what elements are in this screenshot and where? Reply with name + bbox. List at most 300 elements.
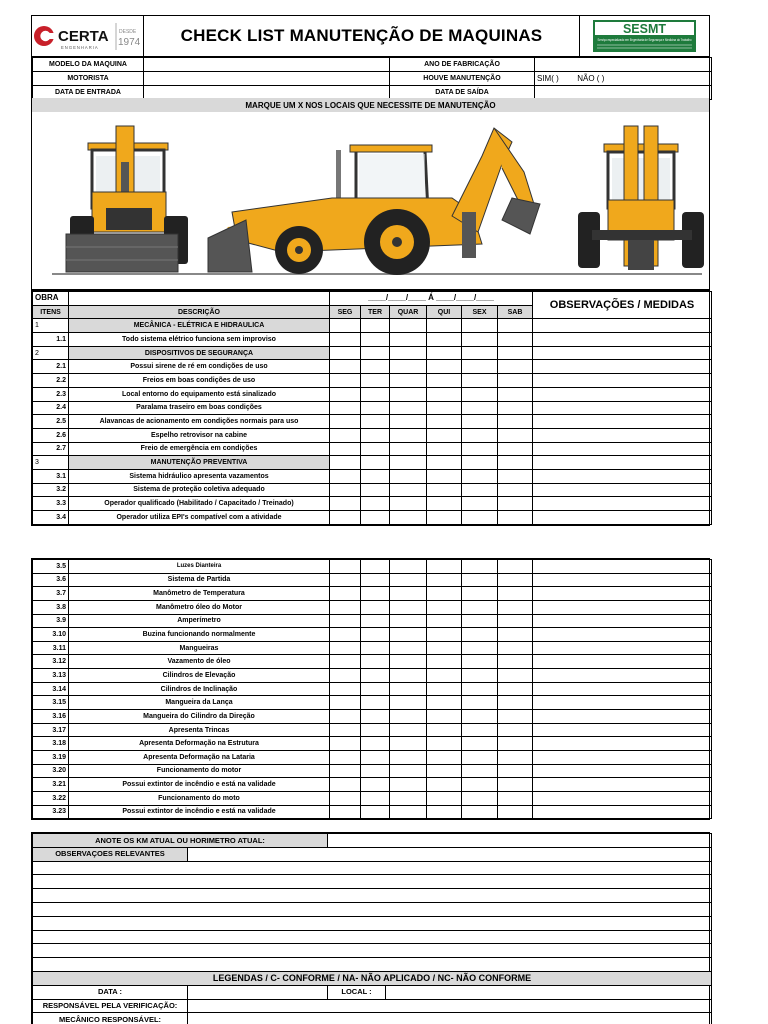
check-cell[interactable] — [427, 723, 462, 737]
check-cell[interactable] — [462, 560, 498, 574]
observation-cell[interactable] — [533, 333, 712, 347]
observation-cell[interactable] — [533, 415, 712, 429]
check-cell[interactable] — [361, 669, 390, 683]
observation-cell[interactable] — [533, 723, 712, 737]
check-cell[interactable] — [462, 778, 498, 792]
check-cell[interactable] — [498, 469, 533, 483]
check-cell[interactable] — [361, 587, 390, 601]
check-cell[interactable] — [462, 655, 498, 669]
ano-field[interactable] — [535, 58, 712, 72]
observation-cell[interactable] — [533, 805, 712, 819]
observation-cell[interactable] — [533, 511, 712, 525]
check-cell[interactable] — [390, 600, 427, 614]
check-cell[interactable] — [427, 791, 462, 805]
notes-line[interactable] — [33, 861, 712, 875]
check-cell[interactable] — [462, 401, 498, 415]
item-description: Todo sistema elétrico funciona sem improviso — [69, 333, 330, 347]
notes-line[interactable] — [33, 889, 712, 903]
check-cell[interactable] — [390, 415, 427, 429]
notes-line[interactable] — [33, 875, 712, 889]
check-cell[interactable] — [361, 573, 390, 587]
check-cell[interactable] — [462, 374, 498, 388]
check-cell[interactable] — [498, 587, 533, 601]
check-cell[interactable] — [330, 750, 361, 764]
check-cell[interactable] — [498, 750, 533, 764]
check-cell[interactable] — [462, 428, 498, 442]
check-cell[interactable] — [462, 723, 498, 737]
responsavel-field[interactable] — [188, 999, 712, 1013]
check-cell[interactable] — [462, 442, 498, 456]
notes-line[interactable] — [33, 916, 712, 930]
check-cell[interactable] — [330, 587, 361, 601]
rear-view-illustration[interactable] — [578, 126, 704, 270]
data-label: DATA : — [33, 985, 188, 999]
item-description: Apresenta Deformação na Lataria — [69, 750, 330, 764]
check-cell[interactable] — [390, 710, 427, 724]
check-cell[interactable] — [361, 469, 390, 483]
check-cell[interactable] — [330, 669, 361, 683]
check-cell[interactable] — [427, 805, 462, 819]
check-cell[interactable] — [361, 401, 390, 415]
observacoes-header: OBSERVAÇÕES / MEDIDAS — [533, 292, 712, 319]
check-cell[interactable] — [427, 401, 462, 415]
check-cell[interactable] — [427, 710, 462, 724]
check-cell[interactable] — [427, 641, 462, 655]
check-cell[interactable] — [427, 346, 462, 360]
check-cell[interactable] — [361, 511, 390, 525]
check-cell[interactable] — [462, 764, 498, 778]
check-cell[interactable] — [330, 333, 361, 347]
observation-cell[interactable] — [533, 641, 712, 655]
check-cell[interactable] — [462, 511, 498, 525]
check-cell[interactable] — [361, 723, 390, 737]
observation-cell[interactable] — [533, 401, 712, 415]
check-cell[interactable] — [462, 710, 498, 724]
check-cell[interactable] — [498, 764, 533, 778]
check-cell[interactable] — [462, 319, 498, 333]
check-cell[interactable] — [361, 497, 390, 511]
item-number: 3.16 — [33, 710, 69, 724]
check-cell[interactable] — [390, 655, 427, 669]
check-cell[interactable] — [361, 387, 390, 401]
observation-cell[interactable] — [533, 764, 712, 778]
check-cell[interactable] — [498, 319, 533, 333]
check-cell[interactable] — [330, 360, 361, 374]
item-description: Manômetro de Temperatura — [69, 587, 330, 601]
check-cell[interactable] — [427, 778, 462, 792]
sesmt-name: SESMT — [622, 22, 667, 36]
notes-line[interactable] — [33, 944, 712, 958]
observation-cell[interactable] — [533, 628, 712, 642]
check-cell[interactable] — [361, 641, 390, 655]
check-cell[interactable] — [427, 560, 462, 574]
check-cell[interactable] — [361, 614, 390, 628]
check-cell[interactable] — [361, 805, 390, 819]
check-cell[interactable] — [462, 614, 498, 628]
check-cell[interactable] — [390, 497, 427, 511]
item-number: 3.3 — [33, 497, 69, 511]
item-description: Operador utiliza EPI's compatível com a atividade — [69, 511, 330, 525]
observation-cell[interactable] — [533, 428, 712, 442]
check-cell[interactable] — [390, 764, 427, 778]
table-row — [33, 573, 712, 587]
check-cell[interactable] — [427, 387, 462, 401]
check-cell[interactable] — [390, 737, 427, 751]
observation-cell[interactable] — [533, 346, 712, 360]
check-cell[interactable] — [361, 456, 390, 470]
notes-line[interactable] — [33, 930, 712, 944]
check-cell[interactable] — [390, 387, 427, 401]
check-cell[interactable] — [462, 805, 498, 819]
check-cell[interactable] — [498, 415, 533, 429]
check-cell[interactable] — [330, 401, 361, 415]
front-view-illustration[interactable] — [66, 126, 188, 272]
motorista-field[interactable] — [144, 72, 390, 86]
check-cell[interactable] — [390, 791, 427, 805]
check-cell[interactable] — [390, 628, 427, 642]
observation-cell[interactable] — [533, 469, 712, 483]
observation-cell[interactable] — [533, 387, 712, 401]
check-cell[interactable] — [390, 456, 427, 470]
check-cell[interactable] — [498, 560, 533, 574]
check-cell[interactable] — [498, 614, 533, 628]
check-cell[interactable] — [462, 483, 498, 497]
check-cell[interactable] — [361, 778, 390, 792]
observation-cell[interactable] — [533, 696, 712, 710]
observation-cell[interactable] — [533, 374, 712, 388]
check-cell[interactable] — [498, 805, 533, 819]
observation-cell[interactable] — [533, 750, 712, 764]
check-cell[interactable] — [498, 778, 533, 792]
check-cell[interactable] — [390, 483, 427, 497]
check-cell[interactable] — [361, 319, 390, 333]
check-cell[interactable] — [330, 346, 361, 360]
table-row — [33, 805, 712, 819]
check-cell[interactable] — [330, 374, 361, 388]
check-cell[interactable] — [498, 655, 533, 669]
check-cell[interactable] — [390, 587, 427, 601]
observation-cell[interactable] — [533, 360, 712, 374]
logo-name: CERTA — [58, 28, 109, 45]
check-cell[interactable] — [498, 710, 533, 724]
logo-sub: ENGENHARIA — [61, 45, 99, 50]
check-cell[interactable] — [498, 641, 533, 655]
item-number: 2.4 — [33, 401, 69, 415]
check-cell[interactable] — [330, 497, 361, 511]
check-cell[interactable] — [330, 764, 361, 778]
item-number: 1.1 — [33, 333, 69, 347]
check-cell[interactable] — [330, 415, 361, 429]
observation-cell[interactable] — [533, 737, 712, 751]
nao-option[interactable]: NÃO ( ) — [577, 73, 605, 83]
check-cell[interactable] — [361, 415, 390, 429]
check-cell[interactable] — [427, 511, 462, 525]
section-row — [33, 319, 712, 333]
item-number: 2.3 — [33, 387, 69, 401]
check-cell[interactable] — [361, 750, 390, 764]
check-cell[interactable] — [330, 805, 361, 819]
check-cell[interactable] — [361, 333, 390, 347]
check-cell[interactable] — [462, 737, 498, 751]
observation-cell[interactable] — [533, 456, 712, 470]
houve-manutencao-field[interactable] — [535, 72, 712, 86]
check-cell[interactable] — [361, 791, 390, 805]
check-cell[interactable] — [427, 600, 462, 614]
check-cell[interactable] — [462, 360, 498, 374]
check-cell[interactable] — [330, 511, 361, 525]
check-cell[interactable] — [462, 456, 498, 470]
check-cell[interactable] — [462, 587, 498, 601]
observacoes-relevantes-label: OBSERVAÇOES RELEVANTES — [33, 847, 188, 861]
check-cell[interactable] — [498, 573, 533, 587]
check-cell[interactable] — [390, 346, 427, 360]
check-cell[interactable] — [330, 614, 361, 628]
item-description: Freio de emergência em condições — [69, 442, 330, 456]
check-cell[interactable] — [390, 442, 427, 456]
check-cell[interactable] — [330, 560, 361, 574]
notes-line[interactable] — [33, 958, 712, 972]
check-cell[interactable] — [390, 360, 427, 374]
check-cell[interactable] — [427, 374, 462, 388]
check-cell[interactable] — [390, 469, 427, 483]
item-description: Apresenta Deformação na Estrutura — [69, 737, 330, 751]
check-cell[interactable] — [427, 333, 462, 347]
check-cell[interactable] — [390, 614, 427, 628]
check-cell[interactable] — [361, 655, 390, 669]
check-cell[interactable] — [330, 641, 361, 655]
observation-cell[interactable] — [533, 319, 712, 333]
logo-since: DESDE — [119, 29, 137, 35]
check-cell[interactable] — [427, 696, 462, 710]
check-cell[interactable] — [330, 791, 361, 805]
check-cell[interactable] — [462, 682, 498, 696]
check-cell[interactable] — [427, 614, 462, 628]
check-cell[interactable] — [361, 737, 390, 751]
check-cell[interactable] — [427, 628, 462, 642]
check-cell[interactable] — [462, 750, 498, 764]
check-cell[interactable] — [427, 682, 462, 696]
check-cell[interactable] — [330, 428, 361, 442]
check-cell[interactable] — [390, 428, 427, 442]
check-cell[interactable] — [462, 415, 498, 429]
check-cell[interactable] — [498, 628, 533, 642]
check-cell[interactable] — [330, 469, 361, 483]
check-cell[interactable] — [330, 573, 361, 587]
check-cell[interactable] — [498, 791, 533, 805]
local-field[interactable] — [386, 985, 712, 999]
check-cell[interactable] — [427, 483, 462, 497]
data-field[interactable] — [188, 985, 328, 999]
check-cell[interactable] — [361, 600, 390, 614]
check-cell[interactable] — [498, 374, 533, 388]
item-number: 3.10 — [33, 628, 69, 642]
day-header: SEG — [330, 305, 361, 319]
observation-cell[interactable] — [533, 614, 712, 628]
check-cell[interactable] — [462, 469, 498, 483]
observation-cell[interactable] — [533, 587, 712, 601]
check-cell[interactable] — [498, 600, 533, 614]
check-cell[interactable] — [390, 669, 427, 683]
check-cell[interactable] — [361, 442, 390, 456]
observation-cell[interactable] — [533, 710, 712, 724]
check-cell[interactable] — [498, 456, 533, 470]
check-cell[interactable] — [462, 641, 498, 655]
check-cell[interactable] — [427, 428, 462, 442]
item-description: Apresenta Trincas — [69, 723, 330, 737]
check-cell[interactable] — [361, 360, 390, 374]
observation-cell[interactable] — [533, 600, 712, 614]
check-cell[interactable] — [427, 497, 462, 511]
check-cell[interactable] — [427, 469, 462, 483]
km-field[interactable] — [328, 834, 712, 848]
table-row — [33, 442, 712, 456]
check-cell[interactable] — [462, 497, 498, 511]
check-cell[interactable] — [427, 360, 462, 374]
check-cell[interactable] — [498, 360, 533, 374]
observation-cell[interactable] — [533, 669, 712, 683]
check-cell[interactable] — [498, 696, 533, 710]
table-row — [33, 600, 712, 614]
check-cell[interactable] — [330, 710, 361, 724]
check-cell[interactable] — [390, 511, 427, 525]
sim-option[interactable]: SIM( ) — [537, 73, 559, 83]
check-cell[interactable] — [390, 805, 427, 819]
check-cell[interactable] — [390, 696, 427, 710]
table-row — [33, 511, 712, 525]
check-cell[interactable] — [427, 442, 462, 456]
observation-cell[interactable] — [533, 778, 712, 792]
check-cell[interactable] — [462, 333, 498, 347]
check-cell[interactable] — [390, 682, 427, 696]
check-cell[interactable] — [427, 669, 462, 683]
check-cell[interactable] — [361, 346, 390, 360]
item-description: Sistema de Partida — [69, 573, 330, 587]
notes-line[interactable] — [33, 902, 712, 916]
check-cell[interactable] — [427, 750, 462, 764]
table-row — [33, 483, 712, 497]
check-cell[interactable] — [462, 791, 498, 805]
check-cell[interactable] — [330, 483, 361, 497]
check-cell[interactable] — [427, 737, 462, 751]
check-cell[interactable] — [427, 655, 462, 669]
check-cell[interactable] — [498, 511, 533, 525]
check-cell[interactable] — [498, 682, 533, 696]
mecanico-field[interactable] — [188, 1013, 712, 1024]
check-cell[interactable] — [427, 319, 462, 333]
table-row — [33, 669, 712, 683]
check-cell[interactable] — [390, 723, 427, 737]
check-cell[interactable] — [498, 669, 533, 683]
observacoes-relevantes-field[interactable] — [188, 847, 712, 861]
check-cell[interactable] — [427, 573, 462, 587]
observation-cell[interactable] — [533, 560, 712, 574]
check-cell[interactable] — [427, 456, 462, 470]
observation-cell[interactable] — [533, 655, 712, 669]
check-cell[interactable] — [498, 401, 533, 415]
check-cell[interactable] — [498, 737, 533, 751]
check-cell[interactable] — [427, 764, 462, 778]
check-cell[interactable] — [390, 778, 427, 792]
check-cell[interactable] — [498, 723, 533, 737]
check-cell[interactable] — [498, 497, 533, 511]
sesmt-sub: Serviço especializado em Engenharia de Segurança e Medicina do Trabalho — [597, 38, 692, 42]
check-cell[interactable] — [330, 696, 361, 710]
side-view-illustration[interactable] — [208, 128, 540, 275]
observation-cell[interactable] — [533, 442, 712, 456]
check-cell[interactable] — [361, 560, 390, 574]
check-cell[interactable] — [361, 483, 390, 497]
check-cell[interactable] — [390, 333, 427, 347]
check-cell[interactable] — [361, 696, 390, 710]
check-cell[interactable] — [462, 346, 498, 360]
check-cell[interactable] — [330, 682, 361, 696]
check-cell[interactable] — [427, 415, 462, 429]
observation-cell[interactable] — [533, 682, 712, 696]
check-cell[interactable] — [498, 483, 533, 497]
check-cell[interactable] — [390, 641, 427, 655]
check-cell[interactable] — [390, 319, 427, 333]
check-cell[interactable] — [330, 723, 361, 737]
observation-cell[interactable] — [533, 483, 712, 497]
table-row — [33, 764, 712, 778]
check-cell[interactable] — [361, 710, 390, 724]
check-cell[interactable] — [390, 750, 427, 764]
check-cell[interactable] — [361, 764, 390, 778]
check-cell[interactable] — [361, 428, 390, 442]
check-cell[interactable] — [462, 387, 498, 401]
check-cell[interactable] — [330, 737, 361, 751]
check-cell[interactable] — [462, 600, 498, 614]
obra-field[interactable] — [69, 292, 330, 306]
check-cell[interactable] — [390, 374, 427, 388]
check-cell[interactable] — [361, 628, 390, 642]
observation-cell[interactable] — [533, 791, 712, 805]
check-cell[interactable] — [330, 600, 361, 614]
observation-cell[interactable] — [533, 573, 712, 587]
period-field[interactable]: ____/____/____ Á ____/____/____ — [330, 292, 533, 306]
check-cell[interactable] — [361, 682, 390, 696]
item-description: Possui extintor de incêndio e está na validade — [69, 778, 330, 792]
check-cell[interactable] — [462, 628, 498, 642]
check-cell[interactable] — [330, 655, 361, 669]
table-row — [33, 469, 712, 483]
item-number: 3.2 — [33, 483, 69, 497]
check-cell[interactable] — [390, 573, 427, 587]
check-cell[interactable] — [462, 573, 498, 587]
check-cell[interactable] — [462, 669, 498, 683]
check-cell[interactable] — [427, 587, 462, 601]
check-cell[interactable] — [361, 374, 390, 388]
check-cell[interactable] — [330, 387, 361, 401]
item-number: 3.11 — [33, 641, 69, 655]
modelo-field[interactable] — [144, 58, 390, 72]
check-cell[interactable] — [498, 333, 533, 347]
check-cell[interactable] — [390, 560, 427, 574]
check-cell[interactable] — [330, 319, 361, 333]
check-cell[interactable] — [330, 456, 361, 470]
observation-cell[interactable] — [533, 497, 712, 511]
check-cell[interactable] — [390, 401, 427, 415]
table-row — [33, 710, 712, 724]
check-cell[interactable] — [498, 346, 533, 360]
check-cell[interactable] — [330, 628, 361, 642]
check-cell[interactable] — [462, 696, 498, 710]
check-cell[interactable] — [330, 778, 361, 792]
check-cell[interactable] — [498, 442, 533, 456]
check-cell[interactable] — [330, 442, 361, 456]
check-cell[interactable] — [498, 428, 533, 442]
check-cell[interactable] — [498, 387, 533, 401]
